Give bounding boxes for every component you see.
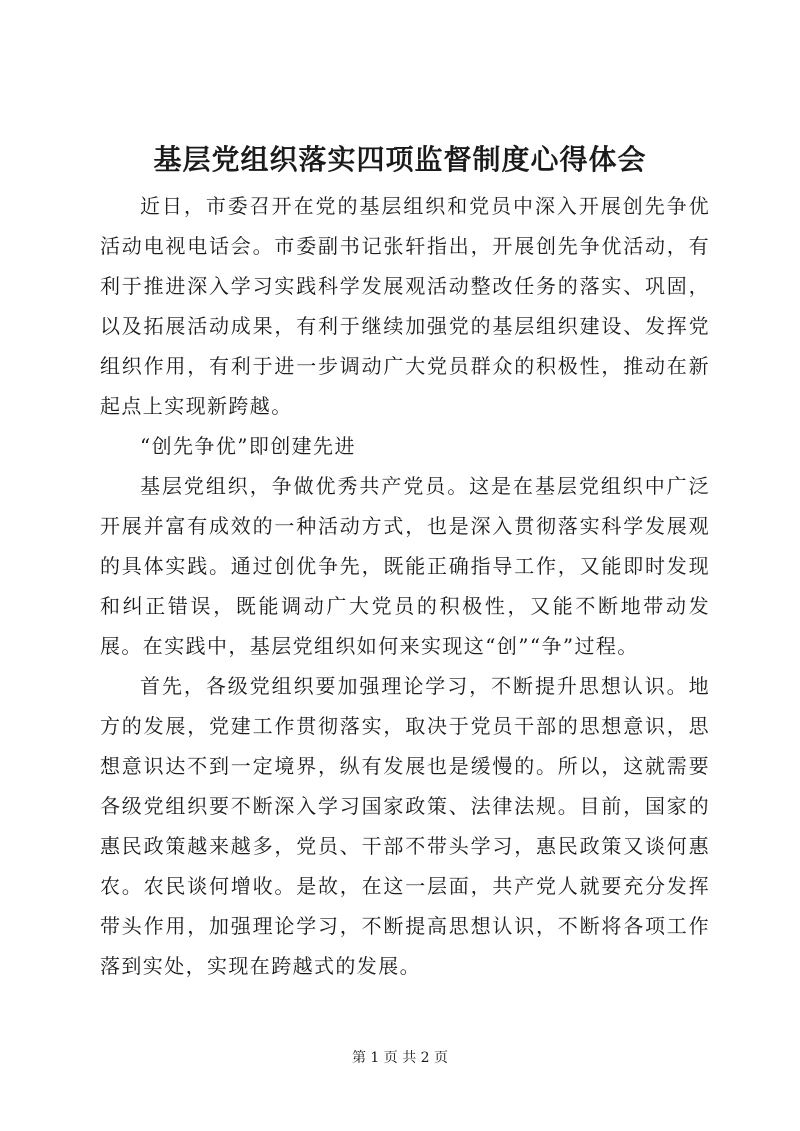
paragraph-intro: 近日，市委召开在党的基层组织和党员中深入开展创先争优活动电视电话会。市委副书记张轩指出，开展创先争优活动，有利于推进深入学习实践科学发展观活动整改任务的落实、巩固，以及拓展活动成果，有利于继续加强党的基层组织建设、发挥党组织作用，有利于进一步调动广大党员群众的积极性，推动在新起点上实现新跨越。 (100, 194, 710, 418)
paragraph-practice: 基层党组织，争做优秀共产党员。这是在基层党组织中广泛开展并富有成效的一种活动方式，也是深入贯彻落实科学发展观的具体实践。通过创优争先，既能正确指导工作，又能即时发现和纠正错误，既能调动广大党员的积极性，又能不断地带动发展。在实践中，基层党组织如何来实现这“创”“争”过程。 (100, 474, 710, 658)
document-title: 基层党组织落实四项监督制度心得体会 (153, 143, 647, 176)
paragraph-subheading: “创先争优”即创建先进 (140, 434, 356, 458)
document-body (100, 186, 710, 986)
paragraph-first-point: 首先，各级党组织要加强理论学习，不断提升思想认识。地方的发展，党建工作贯彻落实，取决于党员干部的思想意识，思想意识达不到一定境界，纵有发展也是缓慢的。所以，这就需要各级党组织要不断深入学习国家政策、法律法规。目前，国家的惠民政策越来越多，党员、干部不带头学习，惠民政策又谈何惠农。农民谈何增收。是故，在这一层面，共产党人就要充分发挥带头作用，加强理论学习，不断提高思想认识，不断将各项工作落到实处，实现在跨越式的发展。 (100, 674, 710, 978)
page-number-footer: 第 1 页 共 2 页 (351, 1050, 449, 1066)
